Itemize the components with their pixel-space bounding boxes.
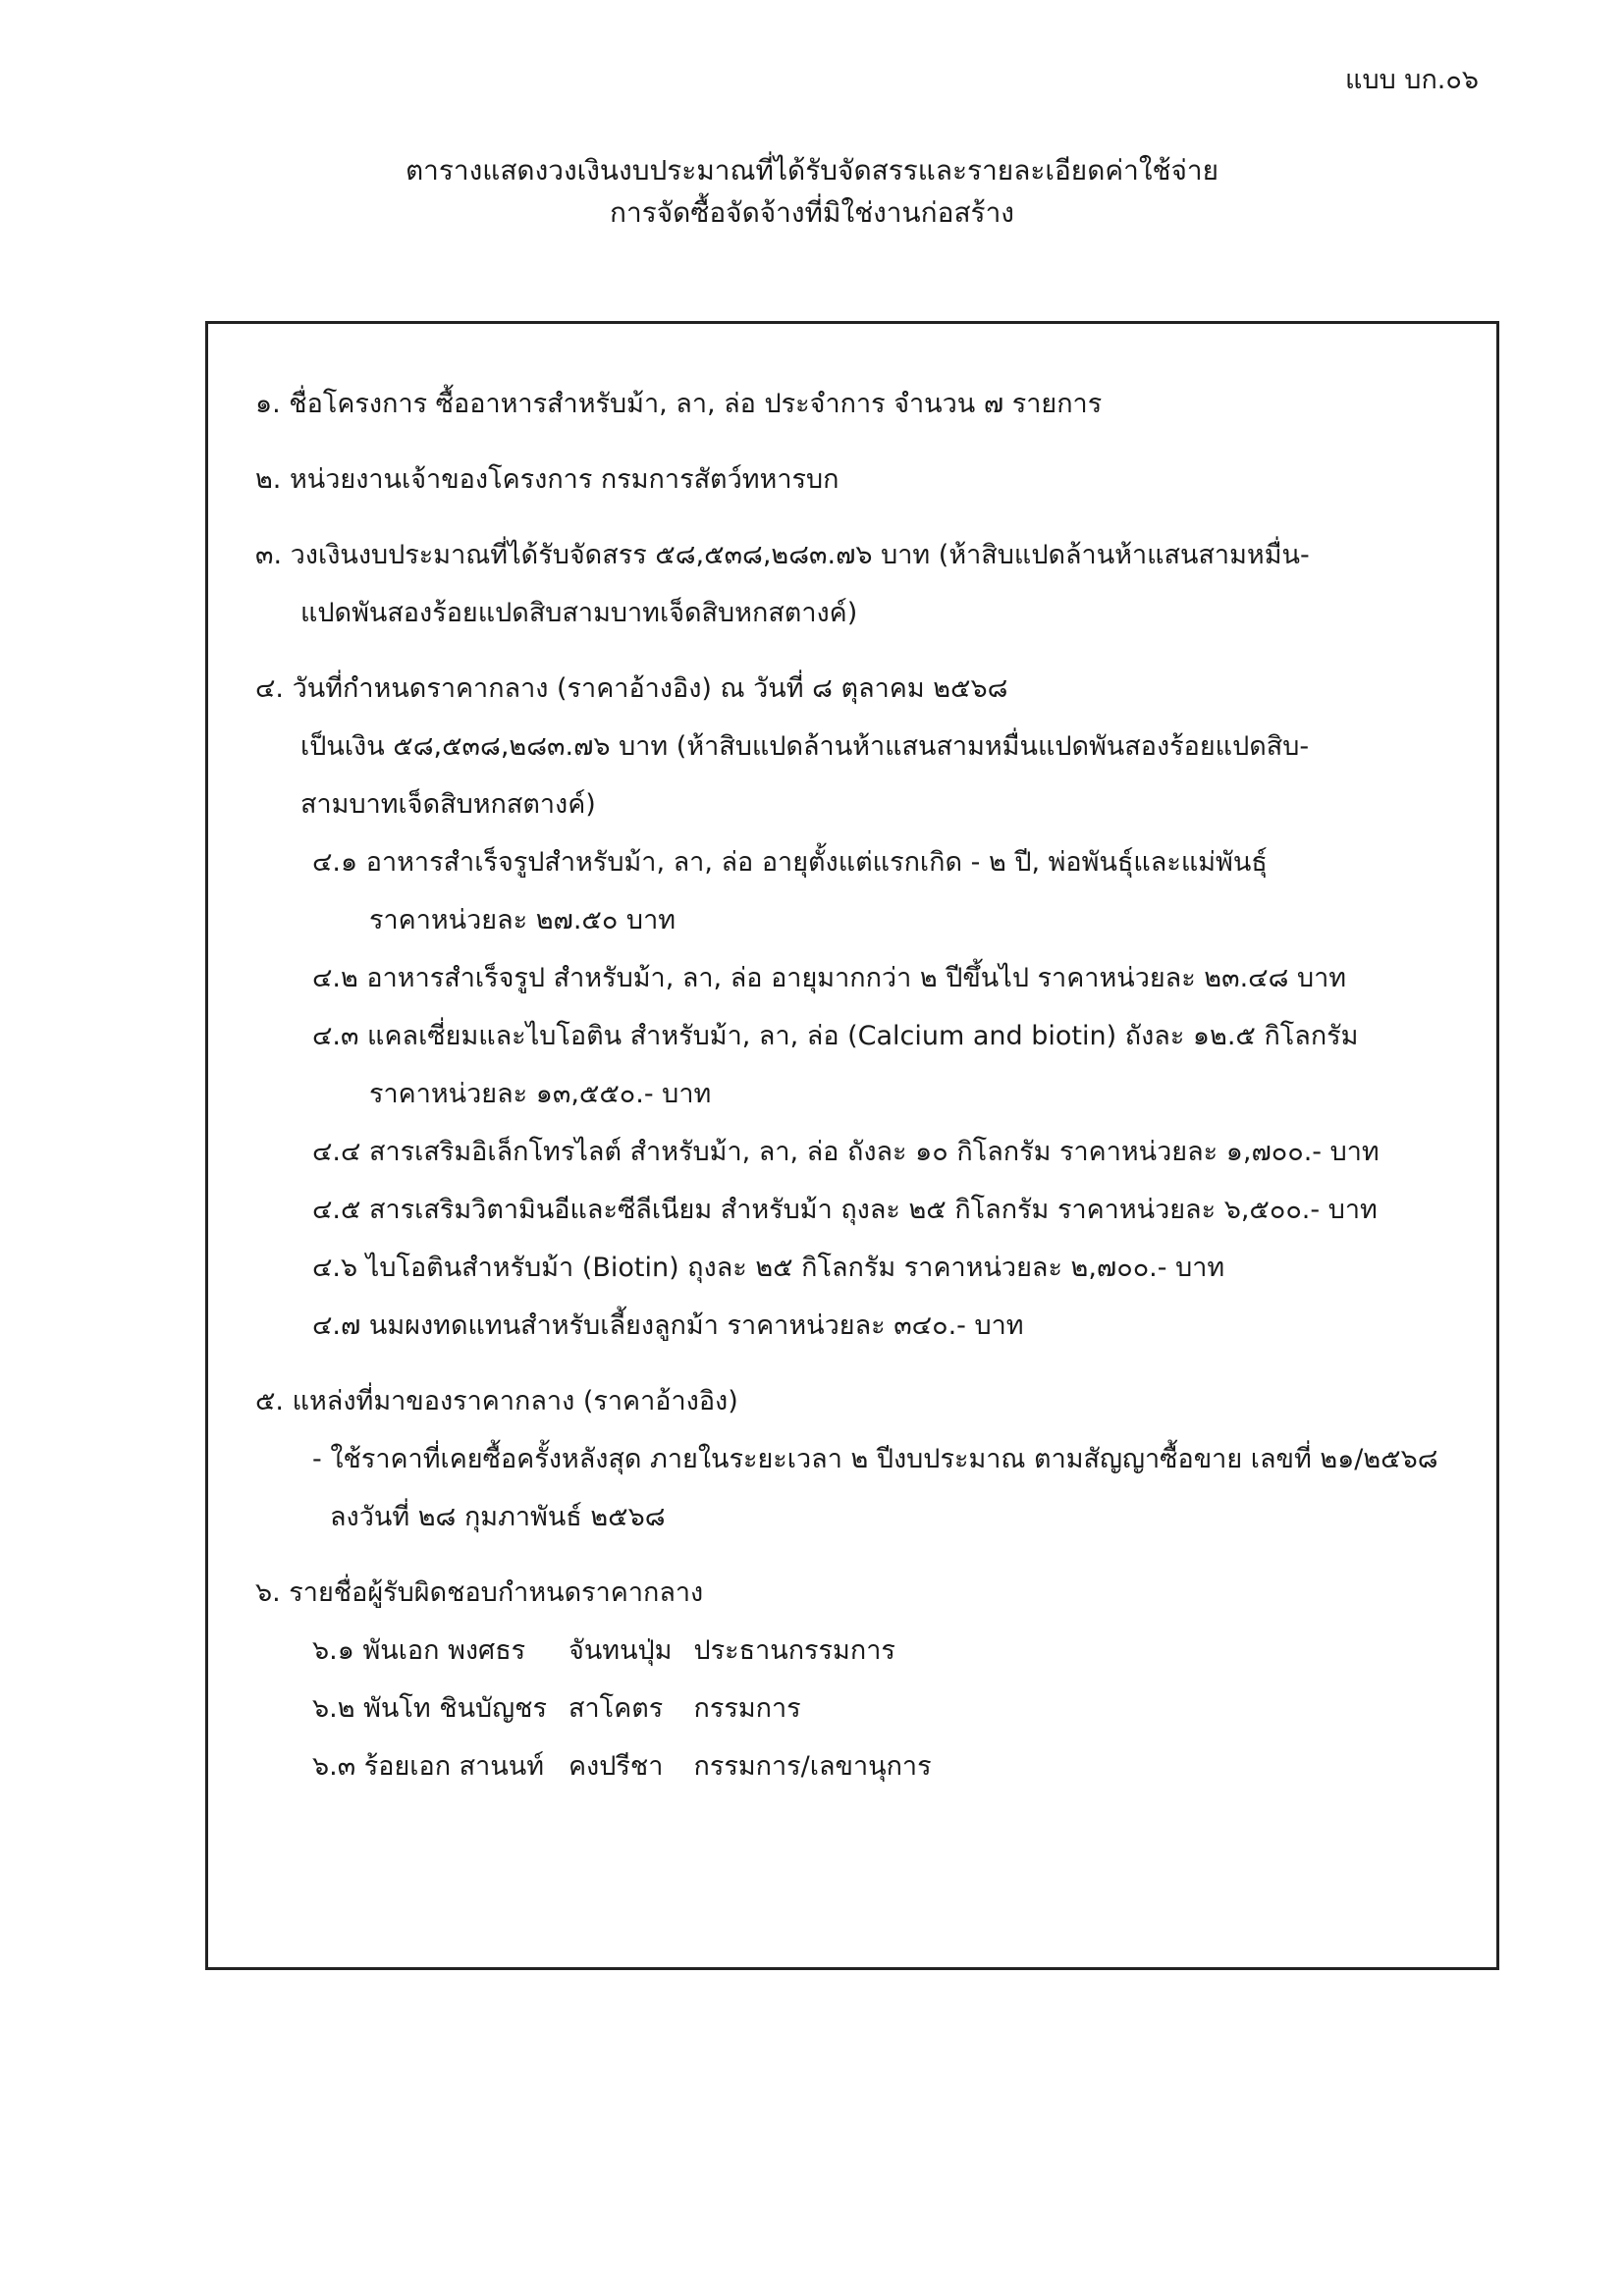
content-frame [205,321,1499,1970]
item-4-1: ๔.๑ อาหารสำเร็จรูปสำหรับม้า, ลา, ล่อ อายุตั้งแต่แรกเกิด - ๒ ปี, พ่อพันธุ์และแม่พันธุ์ [312,847,1268,878]
owner-agency-text: ๒. หน่วยงานเจ้าของโครงการ กรมการสัตว์ทหารบก [255,464,839,495]
section-price-source [255,1372,1443,1546]
member-name: ๖.๒ พันโท ชินบัญชร [312,1693,547,1724]
section-responsible-committee [255,1564,1443,1795]
section-median-price [255,660,1443,1355]
price-source-line-2: ลงวันที่ ๒๘ กุมภาพันธ์ ๒๕๖๘ [330,1502,666,1532]
item-4-4: ๔.๔ สารเสริมอิเล็กโทรไลต์ สำหรับม้า, ลา, ล่อ ถังละ ๑๐ กิโลกรัม ราคาหน่วยละ ๑,๗๐๐.- บาท [312,1137,1380,1167]
item-4-2: ๔.๒ อาหารสำเร็จรูป สำหรับม้า, ลา, ล่อ อายุมากกว่า ๒ ปีขึ้นไป ราคาหน่วยละ ๒๓.๔๘ บาท [312,963,1347,993]
median-price-line-2: เป็นเงิน ๕๘,๕๓๘,๒๘๓.๗๖ บาท (ห้าสิบแปดล้านห้าแสนสามหมื่นแปดพันสองร้อยแปดสิบ- [300,731,1310,762]
item-4-3: ๔.๓ แคลเซี่ยมและไบโอติน สำหรับม้า, ลา, ล่อ (Calcium and biotin) ถังละ ๑๒.๕ กิโลกรัม [312,1021,1359,1051]
budget-line-2: แปดพันสองร้อยแปดสิบสามบาทเจ็ดสิบหกสตางค์) [300,598,858,628]
section-owner-agency [255,451,1443,508]
price-source-line-1: - ใช้ราคาที่เคยซื้อครั้งหลังสุด ภายในระยะเวลา ๒ ปีงบประมาณ ตามสัญญาซื้อขาย เลขที่ ๒๑/๒๕๖๘ [312,1444,1438,1474]
member-role: กรรมการ [693,1693,801,1724]
price-source-heading: ๕. แหล่งที่มาของราคากลาง (ราคาอ้างอิง) [255,1386,738,1416]
title-line-1: ตารางแสดงวงเงินงบประมาณที่ได้รับจัดสรรและรายละเอียดค่าใช้จ่าย [405,154,1219,187]
project-name-text: ๑. ชื่อโครงการ ซื้ออาหารสำหรับม้า, ลา, ล่อ ประจำการ จำนวน ๗ รายการ [255,389,1103,419]
section-budget [255,526,1443,642]
committee-row [312,1737,953,1795]
member-role: ประธานกรรมการ [693,1635,895,1666]
member-surname: จันทนปุ่ม [568,1635,673,1666]
member-name: ๖.๑ พันเอก พงศธร [312,1635,526,1666]
committee-row [312,1680,953,1737]
median-price-line-1: ๔. วันที่กำหนดราคากลาง (ราคาอ้างอิง) ณ วันที่ ๘ ตุลาคม ๒๕๖๘ [255,673,1008,704]
member-name: ๖.๓ ร้อยเอก สานนท์ [312,1751,545,1782]
title-line-2: การจัดซื้อจัดจ้างที่มิใช่งานก่อสร้าง [610,196,1014,230]
median-price-line-3: สามบาทเจ็ดสิบหกสตางค์) [300,789,596,820]
item-4-5: ๔.๕ สารเสริมวิตามินอีและซีลีเนียม สำหรับม้า ถุงละ ๒๕ กิโลกรัม ราคาหน่วยละ ๖,๕๐๐.- บาท [312,1195,1378,1225]
budget-line-1: ๓. วงเงินงบประมาณที่ได้รับจัดสรร ๕๘,๕๓๘,๒๘๓.๗๖ บาท (ห้าสิบแปดล้านห้าแสนสามหมื่น- [255,540,1310,570]
form-code: แบบ บก.๐๖ [1345,65,1479,95]
committee-table [312,1622,953,1795]
section-project-name [255,375,1443,433]
item-4-3-price: ราคาหน่วยละ ๑๓,๕๕๐.- บาท [369,1079,712,1109]
item-4-6: ๔.๖ ไบโอตินสำหรับม้า (Biotin) ถุงละ ๒๕ กิโลกรัม ราคาหน่วยละ ๒,๗๐๐.- บาท [312,1253,1225,1283]
member-role: กรรมการ/เลขานุการ [693,1751,932,1782]
document-title [0,149,1624,235]
item-4-1-price: ราคาหน่วยละ ๒๗.๕๐ บาท [369,905,677,935]
committee-row [312,1622,953,1680]
item-4-7: ๔.๗ นมผงทดแทนสำหรับเลี้ยงลูกม้า ราคาหน่วยละ ๓๔๐.- บาท [312,1310,1024,1341]
member-surname: คงปรีชา [568,1751,664,1782]
sections [255,375,1443,1813]
member-surname: สาโคตร [568,1693,664,1724]
committee-heading: ๖. รายชื่อผู้รับผิดชอบกำหนดราคากลาง [255,1577,704,1608]
